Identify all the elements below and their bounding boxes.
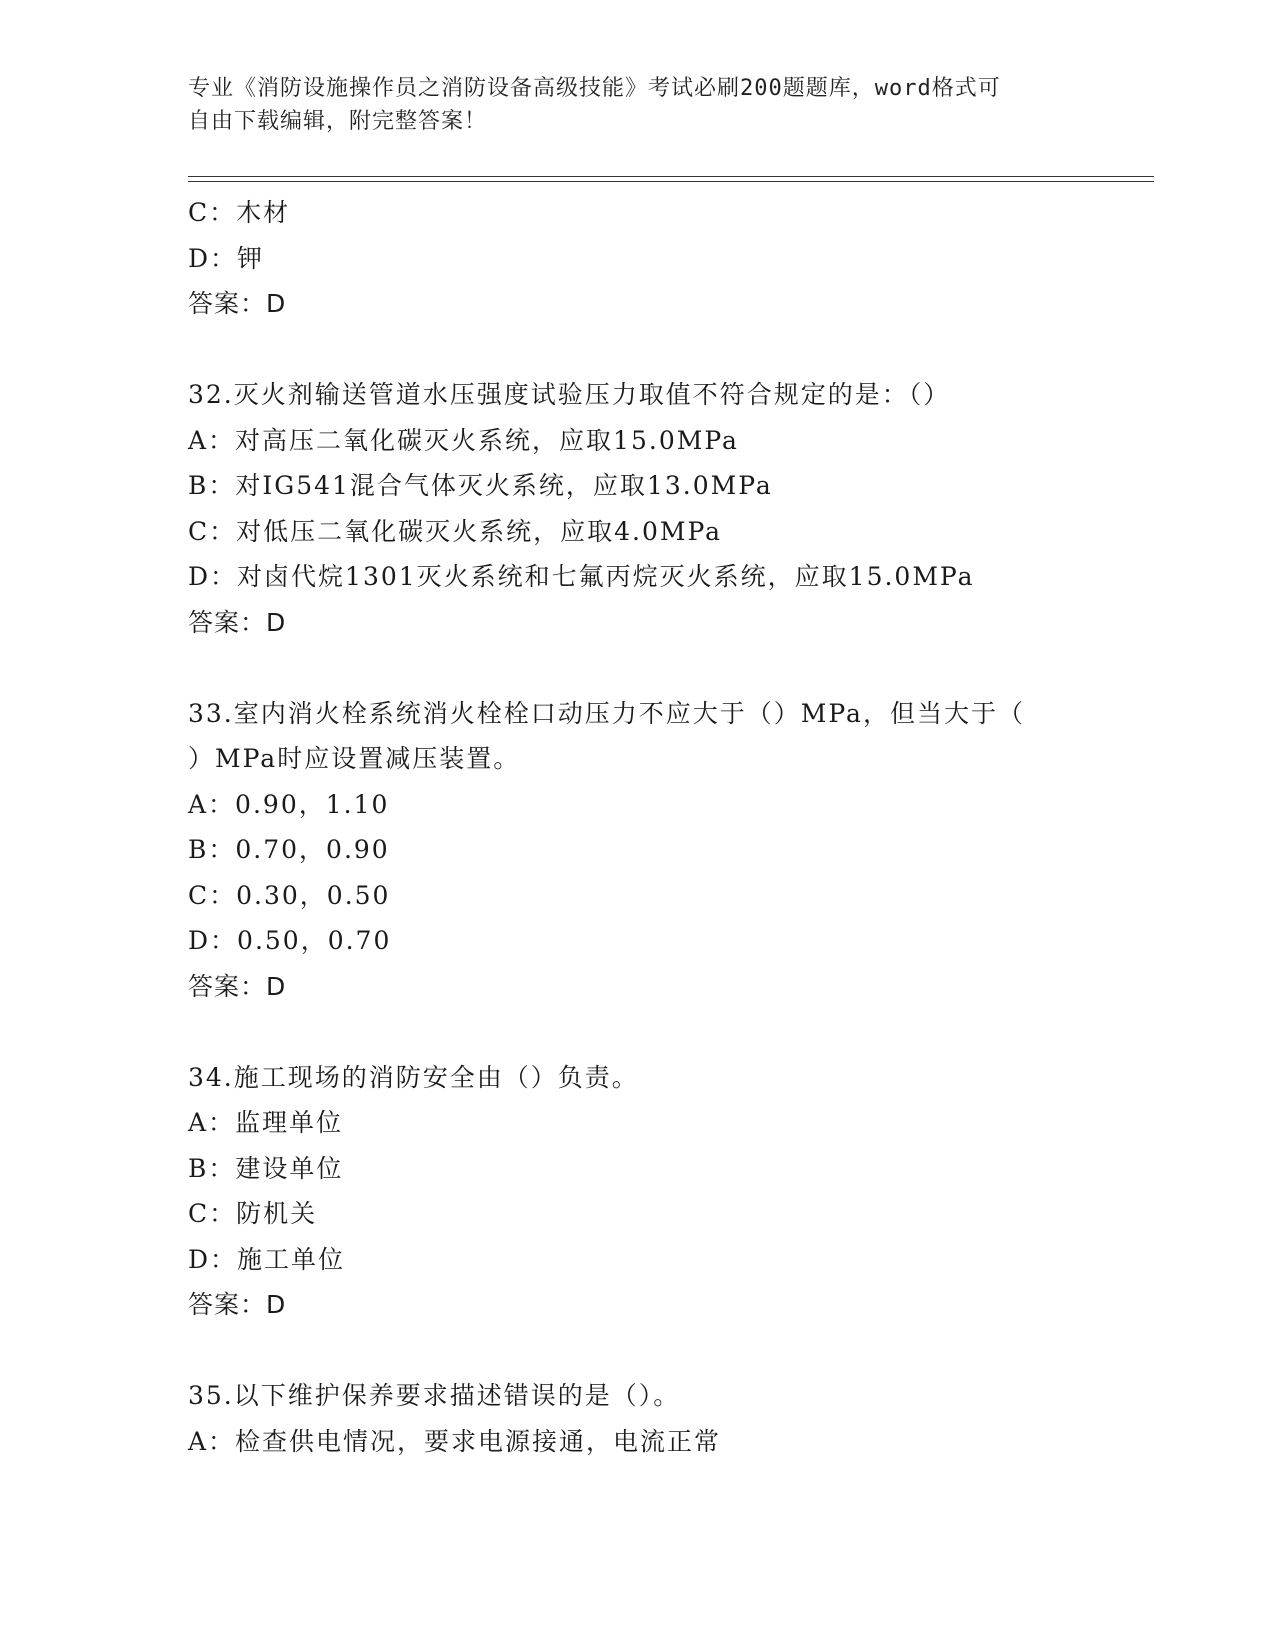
- header-line-2: 自由下载编辑，附完整答案！: [188, 109, 488, 134]
- answer-line: 答案：D: [188, 289, 287, 318]
- question-stem: 32.灭火剂输送管道水压强度试验压力取值不符合规定的是：（）: [188, 380, 951, 409]
- answer-line: 答案：D: [188, 607, 287, 637]
- option-b: B：建设单位: [188, 1153, 344, 1183]
- answer-line: 答案：D: [188, 1290, 287, 1319]
- option-a: A：检查供电情况，要求电源接通，电流正常: [188, 1426, 722, 1456]
- option-d: D：钾: [188, 243, 265, 273]
- option-d: D：对卤代烷1301灭火系统和七氟丙烷灭火系统，应取15.0MPa: [188, 562, 975, 591]
- question-stem: 35.以下维护保养要求描述错误的是（）。: [188, 1381, 681, 1410]
- previous-question-tail: [188, 190, 1148, 327]
- option-c: C：木材: [188, 198, 291, 227]
- question-content: [188, 190, 1148, 1464]
- option-a: A：对高压二氧化碳灭火系统，应取15.0MPa: [188, 425, 739, 455]
- option-c: C：对低压二氧化碳灭火系统，应取4.0MPa: [188, 516, 723, 546]
- option-d: D：施工单位: [188, 1244, 346, 1274]
- question-32: [188, 372, 1148, 645]
- question-stem: 34.施工现场的消防安全由（）负责。: [188, 1062, 639, 1092]
- question-stem-continued: ）MPa时应设置减压装置。: [188, 744, 521, 773]
- spacer: [188, 327, 1148, 373]
- spacer: [188, 1328, 1148, 1374]
- header-divider-bottom: [188, 181, 1154, 182]
- answer-line: 答案：D: [188, 971, 287, 1001]
- option-c: C：防机关: [188, 1199, 318, 1228]
- header-divider-top: [188, 176, 1154, 177]
- option-b: B：对IG541混合气体灭火系统，应取13.0MPa: [188, 471, 773, 500]
- question-35: [188, 1373, 1148, 1464]
- question-34: [188, 1055, 1148, 1328]
- spacer: [188, 645, 1148, 691]
- option-a: A：监理单位: [188, 1108, 344, 1137]
- question-33: [188, 691, 1148, 1010]
- option-d: D：0.50，0.70: [188, 926, 392, 955]
- option-a: A：0.90，1.10: [188, 789, 390, 819]
- header-line-1: 专业《消防设施操作员之消防设备高级技能》考试必刷200题题库，word格式可: [188, 76, 1001, 101]
- question-stem: 33.室内消火栓系统消火栓栓口动压力不应大于（）MPa，但当大于（: [188, 698, 1025, 728]
- spacer: [188, 1009, 1148, 1055]
- option-b: B：0.70，0.90: [188, 835, 390, 864]
- document-header: [188, 72, 1078, 138]
- option-c: C：0.30，0.50: [188, 880, 391, 910]
